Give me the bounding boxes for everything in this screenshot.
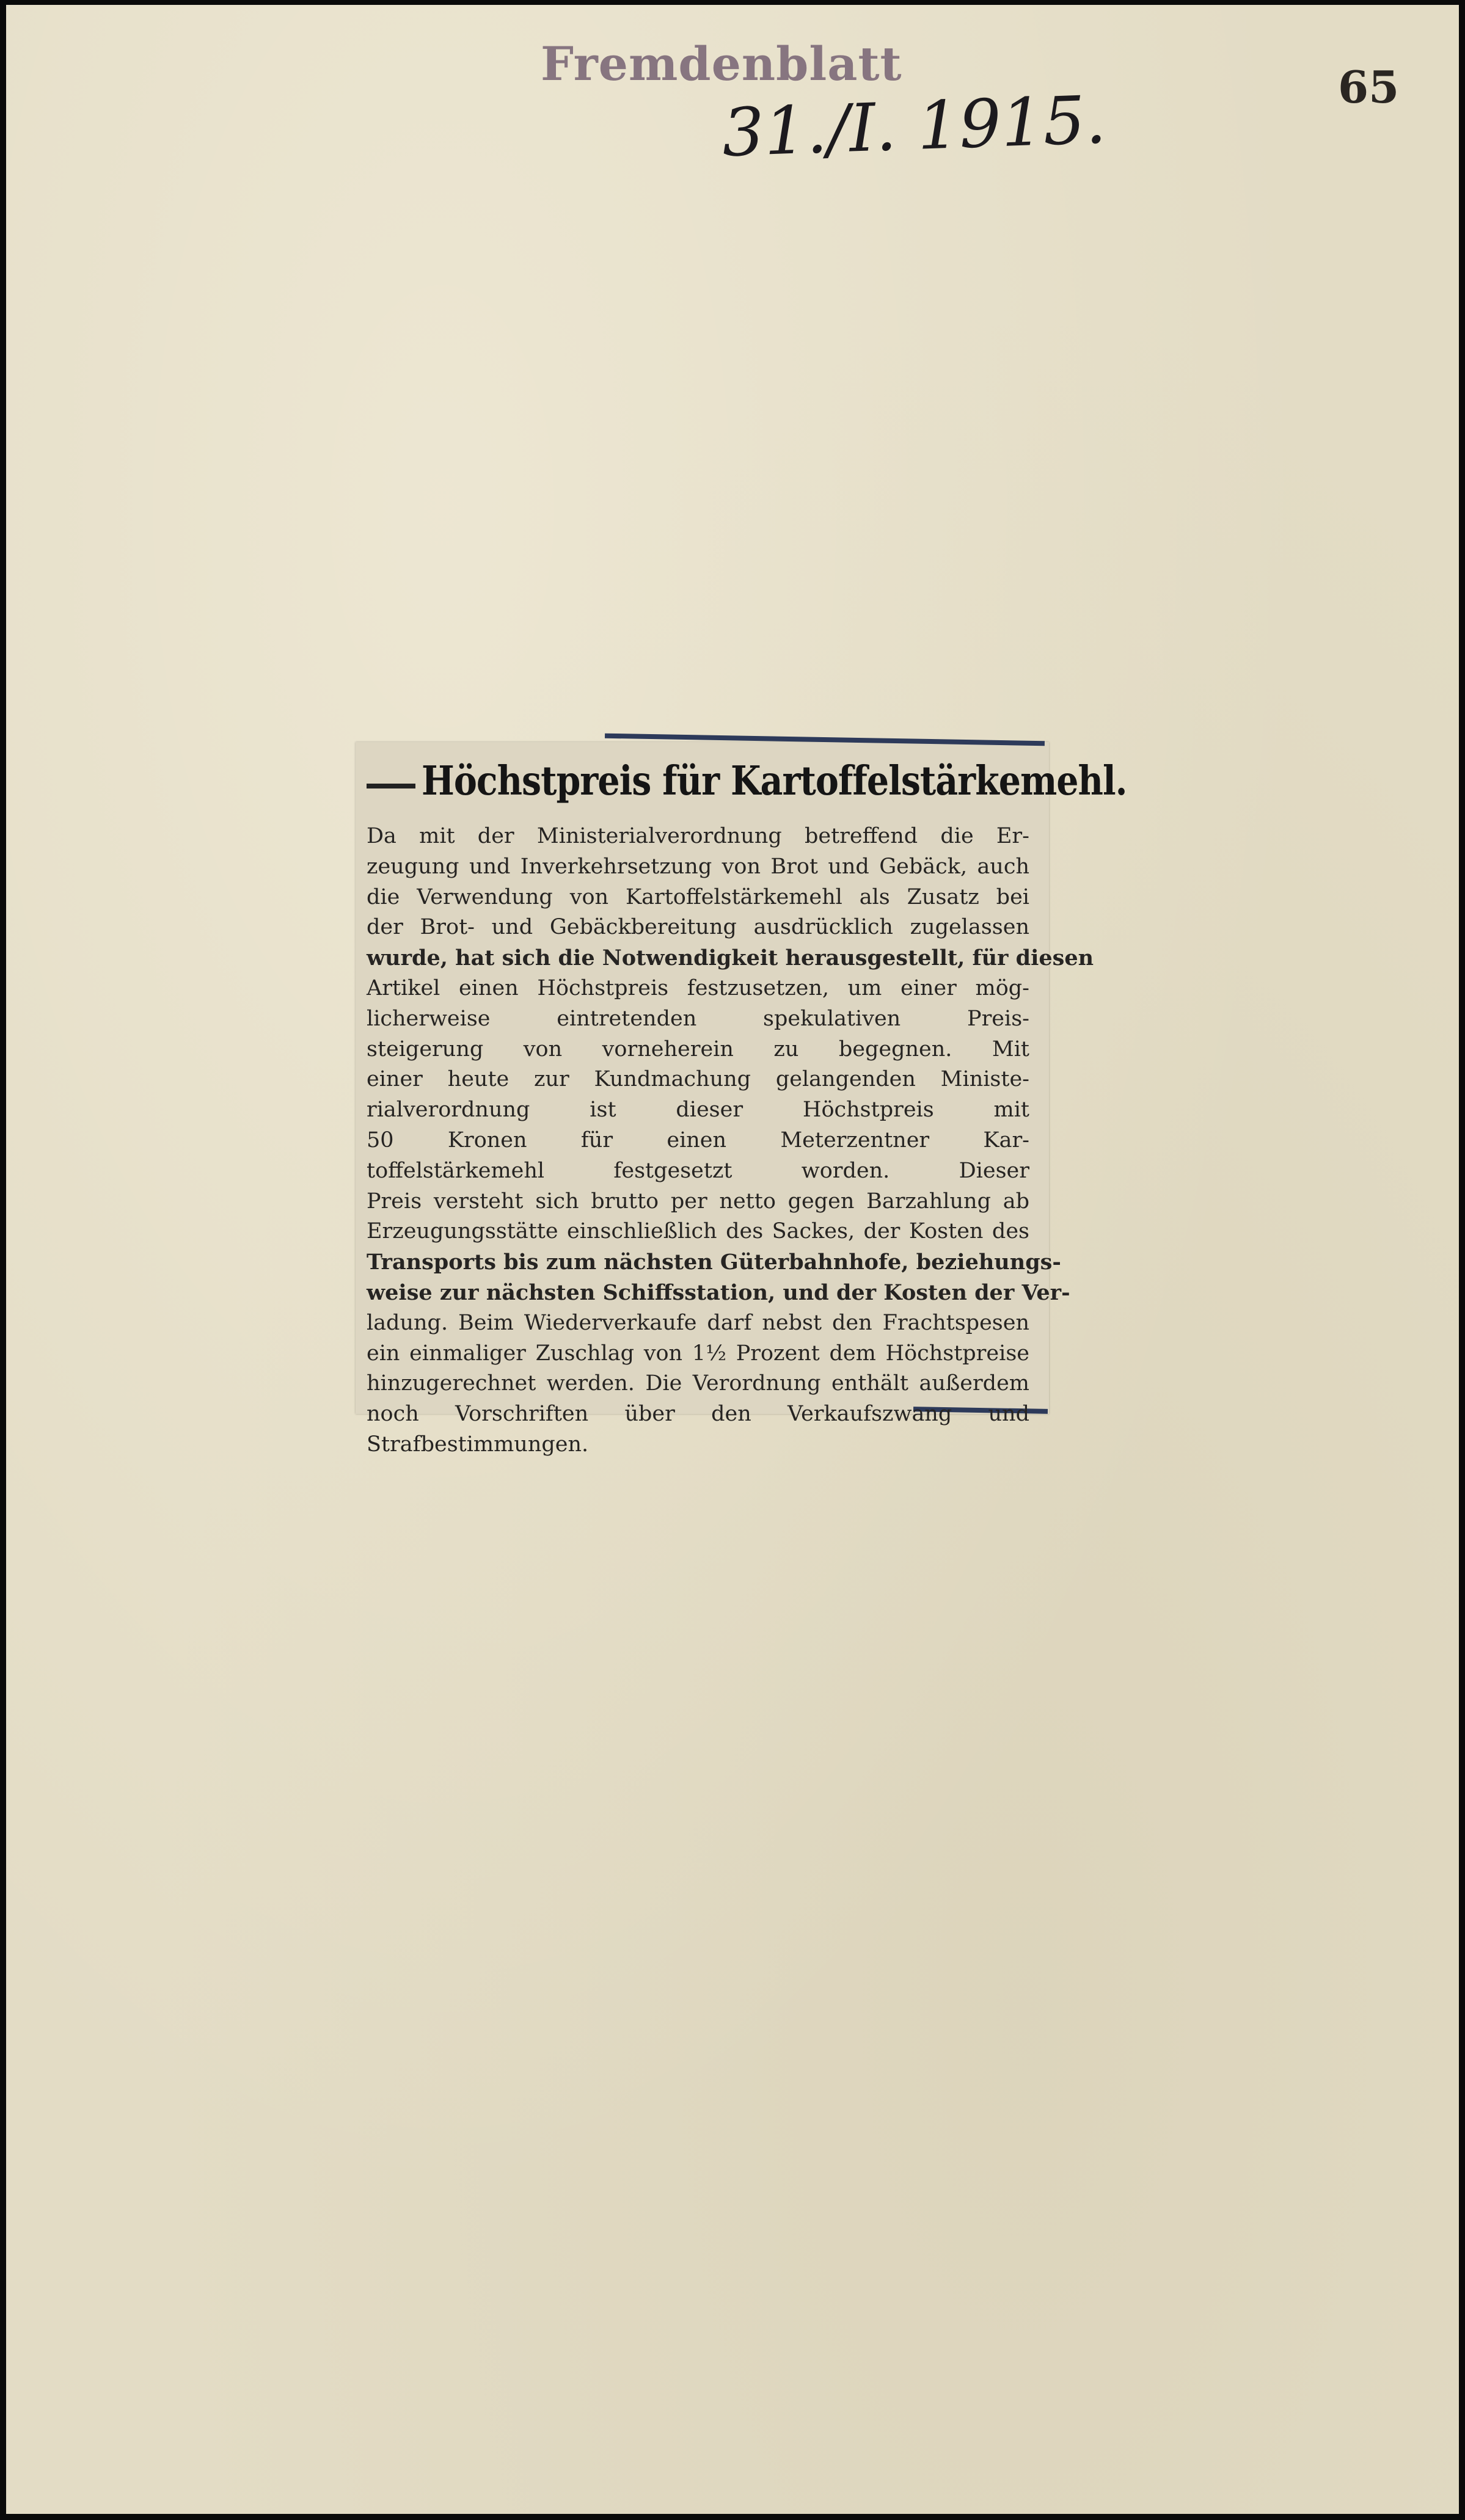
article-line: steigerung von vorneherein zu begegnen. Mit bbox=[367, 1036, 1029, 1062]
handwritten-date: 31./I. 1915. bbox=[721, 82, 1108, 172]
clipping-article bbox=[367, 821, 1094, 1460]
article-line: Erzeugungsstätte einschließlich des Sackes, der Kosten des bbox=[367, 1219, 1029, 1244]
newspaper-stamp: Fremdenblatt bbox=[541, 37, 902, 91]
article-line: 50 Kronen für einen Meterzentner Kar- bbox=[367, 1127, 1029, 1153]
article-line: Transports bis zum nächsten Güterbahnhofe, beziehungs- bbox=[367, 1250, 1061, 1275]
clipping-headline: Höchstpreis für Kartoffelstärkemehl. bbox=[422, 757, 1127, 805]
article-line: Preis versteht sich brutto per netto gegen Barzahlung ab bbox=[367, 1189, 1029, 1214]
article-line: ein einmaliger Zuschlag von 1½ Prozent dem Höchstpreise bbox=[367, 1341, 1029, 1366]
article-line: wurde, hat sich die Notwendigkeit herausgestellt, für diesen bbox=[367, 945, 1094, 971]
article-line: licherweise eintretenden spekulativen Preis- bbox=[367, 1006, 1029, 1031]
article-line: toffelstärkemehl festgesetzt worden. Dieser bbox=[367, 1158, 1029, 1183]
article-line: zeugung und Inverkehrsetzung von Brot und Gebäck, auch bbox=[367, 854, 1029, 879]
article-line: rialverordnung ist dieser Höchstpreis mit bbox=[367, 1098, 1029, 1123]
article-line: die Verwendung von Kartoffelstärkemehl als Zusatz bei bbox=[367, 884, 1029, 909]
article-line: einer heute zur Kundmachung gelangenden Ministe- bbox=[367, 1067, 1029, 1092]
article-line: weise zur nächsten Schiffsstation, und der Kosten der Ver- bbox=[367, 1280, 1070, 1305]
article-line: Da mit der Ministerialverordnung betreffend die Er- bbox=[367, 824, 1029, 848]
article-line: Artikel einen Höchstpreis festzusetzen, um einer mög- bbox=[367, 975, 1029, 1000]
article-line: Strafbestimmungen. bbox=[367, 1432, 589, 1457]
article-line: hinzugerechnet werden. Die Verordnung enthält außerdem bbox=[367, 1371, 1029, 1396]
article-line: ladung. Beim Wiederverkaufe darf nebst den Frachtspesen bbox=[367, 1310, 1029, 1335]
article-line: der Brot- und Gebäckbereitung ausdrücklich zugelassen bbox=[367, 915, 1029, 940]
page-number: 65 bbox=[1338, 61, 1400, 113]
headline-dash bbox=[367, 784, 415, 788]
article-line: noch Vorschriften über den Verkaufszwang und bbox=[367, 1402, 1029, 1427]
